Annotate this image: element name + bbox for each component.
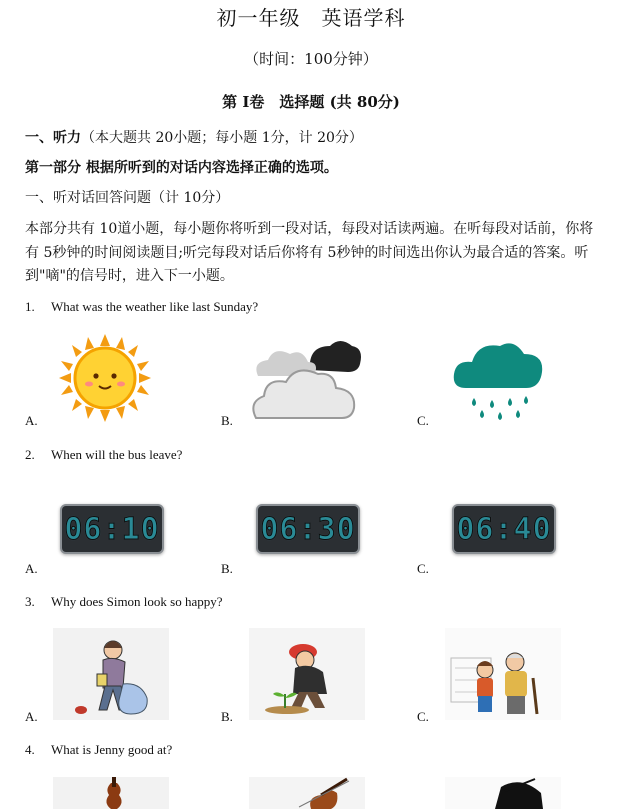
piano-icon	[445, 777, 561, 809]
page-title: 初一年级 英语学科	[216, 6, 406, 30]
sub1-heading: 一、听对话回答问题（计 10分）	[25, 190, 230, 206]
clock-0640	[452, 504, 556, 554]
exam-duration: （时间：100分钟）	[244, 50, 378, 68]
sun-icon	[55, 332, 155, 424]
listening-note: （本大题共 20小题；每小题 1分，计 20分）	[81, 130, 363, 146]
clock-time: 06:40	[456, 511, 552, 547]
question-number: 3.	[25, 594, 35, 609]
planting-tree-icon	[249, 628, 365, 720]
clock-0630	[256, 504, 360, 554]
option-b-label[interactable]: B.	[221, 413, 233, 428]
option-c-label[interactable]: C.	[417, 561, 429, 576]
question-text: Why does Simon look so happy?	[51, 594, 223, 609]
option-a-label[interactable]: A.	[25, 709, 38, 724]
helping-old-man-icon	[445, 628, 561, 720]
question-4	[25, 742, 172, 758]
option-b-label[interactable]: B.	[221, 561, 233, 576]
instructions-paragraph: 本部分共有 10道小题，每小题你将听到一段对话，每段对话读两遍。在听每段对话前，你将有 5秒钟的时间阅读题目;听完每段对话后你将有 5秒钟的时间选出你认为最合适的答案。听到"嘀"的信号时，进入下一小题。	[25, 221, 594, 284]
question-text: When will the bus leave?	[51, 447, 183, 462]
option-a-label[interactable]: A.	[25, 561, 38, 576]
question-2	[25, 447, 182, 463]
clock-0610	[60, 504, 164, 554]
question-text: What was the weather like last Sunday?	[51, 299, 259, 314]
listening-label: 一、听力	[25, 130, 81, 146]
option-c-label[interactable]: C.	[417, 413, 429, 428]
cloudy-icon	[248, 332, 366, 424]
question-number: 2.	[25, 447, 35, 462]
question-number: 1.	[25, 299, 35, 314]
listening-heading	[25, 127, 363, 147]
violin-icon	[249, 777, 365, 809]
option-b-label[interactable]: B.	[221, 709, 233, 724]
question-text: What is Jenny good at?	[51, 742, 173, 757]
picking-up-litter-icon	[53, 628, 169, 720]
option-c-label[interactable]: C.	[417, 709, 429, 724]
question-1	[25, 299, 258, 315]
clock-time: 06:30	[260, 511, 356, 547]
question-number: 4.	[25, 742, 35, 757]
violin-icon	[53, 777, 169, 809]
volume-heading: 第 I卷 选择题 (共 80分)	[222, 93, 400, 111]
clock-time: 06:10	[64, 511, 160, 547]
part1-heading: 第一部分 根据所听到的对话内容选择正确的选项。	[25, 160, 338, 176]
rain-icon	[448, 336, 548, 424]
option-a-label[interactable]: A.	[25, 413, 38, 428]
question-3	[25, 594, 223, 610]
